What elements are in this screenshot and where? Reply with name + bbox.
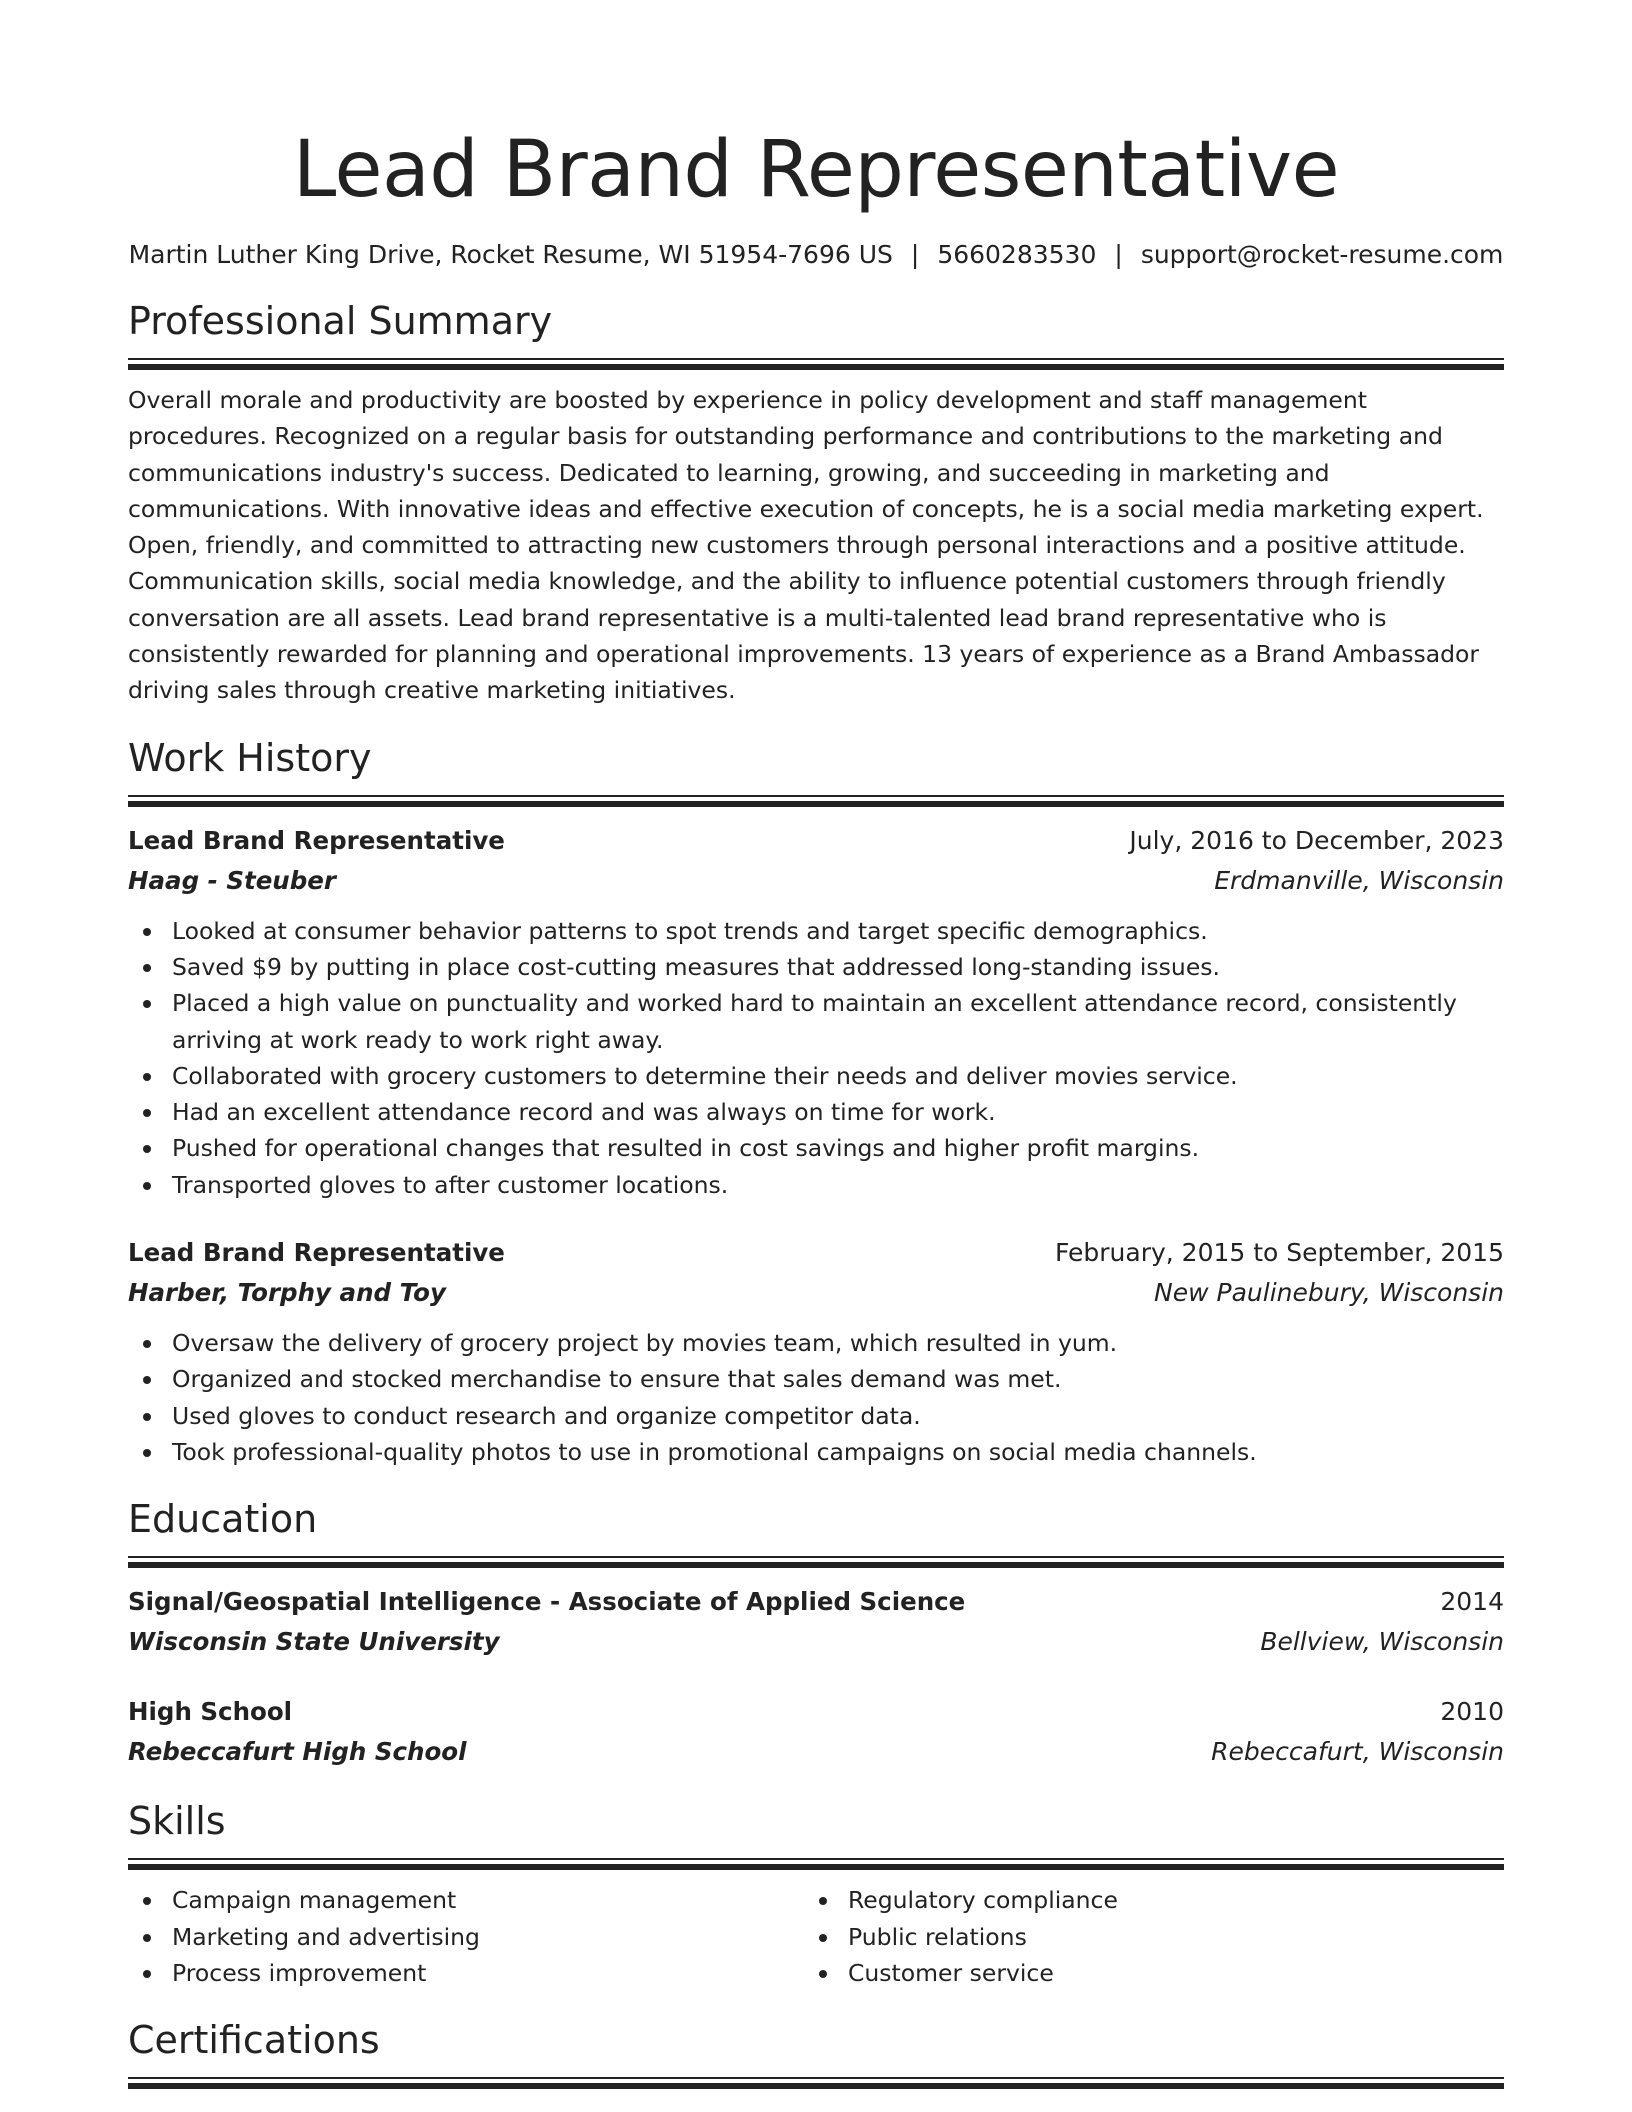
contact-email: support@rocket-resume.com: [1140, 240, 1504, 269]
list-item: Regulatory compliance: [804, 1882, 1480, 1918]
list-item: Looked at consumer behavior patterns to spot trends and target specific demographics.: [128, 913, 1504, 949]
job-entry: [128, 1233, 1504, 1470]
education-location: Rebeccafurt, Wisconsin: [1211, 1737, 1504, 1767]
job-header-row: [128, 821, 1504, 861]
education-school: Wisconsin State University: [128, 1627, 500, 1657]
list-item: Collaborated with grocery customers to determine their needs and deliver movies service.: [128, 1058, 1504, 1094]
skills-columns: [128, 1882, 1504, 1991]
list-item: Public relations: [804, 1919, 1480, 1955]
certifications-section: [128, 2015, 1504, 2091]
education-entry: [128, 1582, 1504, 1662]
education-school-row: [128, 1732, 1504, 1772]
skills-right-list: [804, 1882, 1480, 1991]
contact-address: Martin Luther King Drive, Rocket Resume, WI 51954-7696 US: [128, 240, 893, 269]
section-title-skills: Skills: [128, 1799, 226, 1844]
job-bullets: [128, 913, 1504, 1203]
section-divider: [128, 795, 1504, 809]
summary-text: Overall morale and productivity are boosted by experience in policy development and staff management procedures. Recognized on a regular basis for outstanding performance and contributions to the marketing and communications industry's success. Dedicated to learning, growing, and succeeding in marketing and communications. With innovative ideas and effective execution of concepts, he is a social media marketing expert. Open, friendly, and committed to attracting new customers through personal interactions and a positive attitude. Communication skills, social media knowledge, and the ability to influence potential customers through friendly conversation are all assets. Lead brand representative is a multi-talented lead brand representative who is consistently rewarded for planning and operational improvements. 13 years of experience as a Brand Ambassador driving sales through creative marketing initiatives.: [128, 386, 1484, 705]
education-location: Bellview, Wisconsin: [1260, 1627, 1504, 1657]
skills-left-list: [128, 1882, 804, 1991]
education-header-row: [128, 1692, 1504, 1732]
list-item: Customer service: [804, 1955, 1480, 1991]
resume-name: Lead Brand Representative: [292, 125, 1340, 215]
job-dates: July, 2016 to December, 2023: [1129, 825, 1504, 855]
section-divider: [128, 358, 1504, 372]
education-entry: [128, 1692, 1504, 1772]
education-section: [128, 1494, 1504, 1772]
list-item: Process improvement: [128, 1955, 804, 1991]
education-degree: Signal/Geospatial Intelligence - Associate of Applied Science: [128, 1587, 966, 1617]
contact-line: [128, 238, 1504, 272]
section-title-certifications: Certifications: [128, 2018, 380, 2063]
job-header-row: [128, 1233, 1504, 1273]
work-history-section: [128, 733, 1504, 1471]
section-title-education: Education: [128, 1497, 318, 1542]
job-company-row: [128, 861, 1504, 901]
job-dates: February, 2015 to September, 2015: [1055, 1238, 1504, 1268]
education-year: 2014: [1440, 1587, 1504, 1617]
contact-separator: |: [910, 240, 920, 269]
section-divider: [128, 1556, 1504, 1570]
job-entry: [128, 821, 1504, 1203]
list-item: Used gloves to conduct research and organize competitor data.: [128, 1398, 1504, 1434]
skills-section: [128, 1796, 1504, 1991]
resume-page: [128, 118, 1504, 2091]
contact-separator: |: [1114, 240, 1123, 269]
education-school: Rebeccafurt High School: [128, 1737, 467, 1767]
list-item: Marketing and advertising: [128, 1919, 804, 1955]
section-divider: [128, 2077, 1504, 2091]
job-title: Lead Brand Representative: [128, 825, 505, 855]
list-item: Saved $9 by putting in place cost-cutting measures that addressed long-standing issues.: [128, 949, 1504, 985]
job-title: Lead Brand Representative: [128, 1238, 505, 1268]
list-item: Transported gloves to after customer locations.: [128, 1167, 1504, 1203]
job-location: Erdmanville, Wisconsin: [1214, 865, 1504, 895]
education-year: 2010: [1440, 1697, 1504, 1727]
list-item: Organized and stocked merchandise to ensure that sales demand was met.: [128, 1361, 1504, 1397]
job-company: Harber, Torphy and Toy: [128, 1278, 446, 1308]
list-item: Placed a high value on punctuality and worked hard to maintain an excellent attendance record, consistently arriving at work ready to work right away.: [128, 985, 1504, 1058]
job-bullets: [128, 1325, 1504, 1470]
job-company-row: [128, 1273, 1504, 1313]
education-header-row: [128, 1582, 1504, 1622]
contact-phone: 5660283530: [937, 240, 1097, 269]
summary-section: [128, 296, 1504, 709]
list-item: Had an excellent attendance record and was always on time for work.: [128, 1094, 1504, 1130]
education-school-row: [128, 1622, 1504, 1662]
list-item: Oversaw the delivery of grocery project by movies team, which resulted in yum.: [128, 1325, 1504, 1361]
job-location: New Paulinebury, Wisconsin: [1154, 1278, 1504, 1308]
section-title-work: Work History: [128, 735, 372, 780]
list-item: Pushed for operational changes that resulted in cost savings and higher profit margins.: [128, 1130, 1504, 1166]
list-item: Took professional-quality photos to use in promotional campaigns on social media channels.: [128, 1434, 1504, 1470]
education-degree: High School: [128, 1697, 293, 1727]
job-company: Haag - Steuber: [128, 865, 336, 895]
section-title-summary: Professional Summary: [128, 299, 553, 343]
section-divider: [128, 1858, 1504, 1872]
list-item: Campaign management: [128, 1882, 804, 1918]
